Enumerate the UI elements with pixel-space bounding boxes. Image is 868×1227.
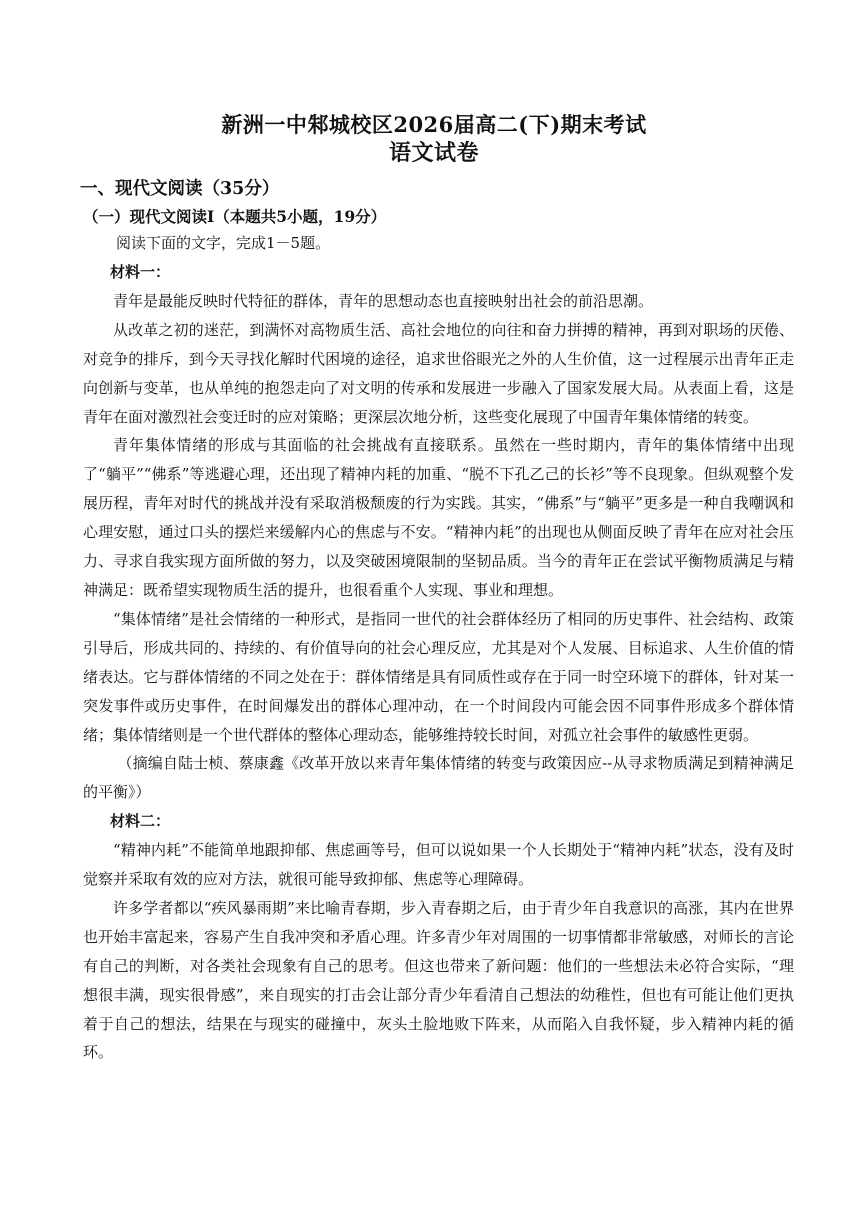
- instruction-text: 阅读下面的文字，完成1－5题。: [116, 234, 331, 252]
- material-one-label: 材料一：: [110, 263, 171, 281]
- exam-title: 新洲一中邾城校区2026届高二(下)期末考试: [221, 112, 647, 137]
- paragraph: 许多学者都以“疾风暴雨期”来比喻青春期，步入青春期之后，由于青少年自我意识的高涨，其内在世界也开始丰富起来，容易产生自我冲突和矛盾心理。许多青少年对周围的一切事情都非常敏感，对师长的言论有自己的判断，对各类社会现象有自己的思考。但这也带来了新问题：他们的一些想法未必符合实际，“理想很丰满，现实很骨感”，来自现实的打击会让部分青少年看清自己想法的幼稚性，但也有可能让他们更执着于自己的想法，结果在与现实的碰撞中，灰头土脸地败下阵来，从而陷入自我怀疑，步入精神内耗的循环。: [83, 898, 794, 1062]
- paragraph: 从改革之初的迷茫，到满怀对高物质生活、高社会地位的向往和奋力拼搏的精神，再到对职场的厌倦、对竞争的排斥，到今天寻找化解时代困境的途径，追求世俗眼光之外的人生价值，这一过程展示出青年正走向创新与变革，也从单纯的抱怨走向了对文明的传承和发展进一步融入了国家发展大局。从表面上看，这是青年在面对激烈社会变迁时的应对策略；更深层次地分析，这些变化展现了中国青年集体情绪的转变。: [83, 320, 794, 426]
- paragraph: 青年是最能反映时代特征的群体，青年的思想动态也直接映射出社会的前沿思潮。: [113, 291, 654, 310]
- paragraph: “精神内耗”不能简单地跟抑郁、焦虑画等号，但可以说如果一个人长期处于“精神内耗”状态，没有及时觉察并采取有效的应对方法，就很可能导致抑郁、焦虑等心理障碍。: [83, 841, 794, 889]
- material-two-label: 材料二：: [110, 812, 171, 831]
- section-heading: 一、现代文阅读（35分）: [80, 179, 280, 199]
- reading-passage: [83, 258, 794, 1067]
- source-citation: （摘编自陆士桢、蔡康鑫《改革开放以来青年集体情绪的转变与政策因应--从寻求物质满足到精神满足的平衡》）: [83, 754, 794, 802]
- paragraph: 青年集体情绪的形成与其面临的社会挑战有直接联系。虽然在一些时期内，青年的集体情绪中出现了“躺平”“佛系”等逃避心理，还出现了精神内耗的加重、“脱不下孔乙己的长衫”等不良现象。但纵观整个发展历程，青年对时代的挑战并没有采取消极颓废的行为实践。其实，“佛系”与“躺平”更多是一种自我嘲讽和心理安慰，通过口头的摆烂来缓解内心的焦虑与不安。“精神内耗”的出现也从侧面反映了青年在应对社会压力、寻求自我实现方面所做的努力，以及突破困境限制的坚韧品质。当今的青年正在尝试平衡物质满足与精神满足：既希望实现物质生活的提升，也很看重个人实现、事业和理想。: [83, 436, 794, 599]
- subsection-heading: （一）现代文阅读Ⅰ（本题共5小题，19分）: [83, 207, 387, 226]
- exam-subtitle: 语文试卷: [388, 140, 479, 166]
- paragraph: “集体情绪”是社会情绪的一种形式，是指同一世代的社会群体经历了相同的历史事件、社会结构、政策引导后，形成共同的、持续的、有价值导向的社会心理反应，尤其是对个人发展、目标追求、人生价值的情绪表达。它与群体情绪的不同之处在于：群体情绪是具有同质性或存在于同一时空环境下的群体，针对某一突发事件或历史事件，在时间爆发出的群体心理冲动，在一个时间段内可能会因不同事件形成多个群体情绪；集体情绪则是一个世代群体的整体心理动态，能够维持较长时间，对孤立社会事件的敏感性更弱。: [83, 609, 794, 744]
